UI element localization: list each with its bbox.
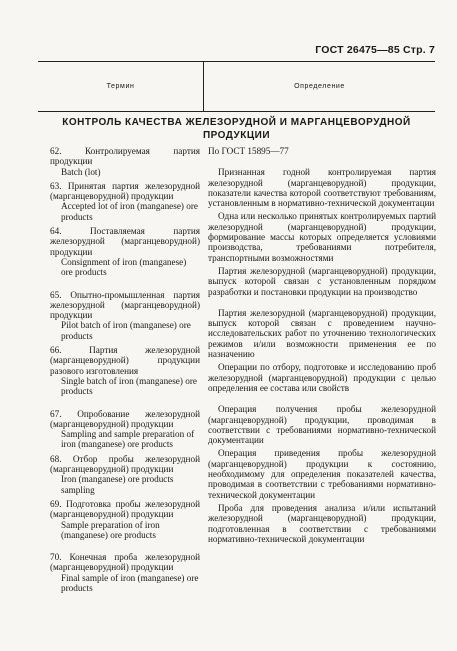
term-en: Iron (manganese) ore products sampling — [61, 474, 174, 495]
page-header: ГОСТ 26475—85 Стр. 7 — [315, 44, 435, 56]
term-en: Accepted lot of iron (manganese) ore products — [61, 201, 198, 222]
definition: По ГОСТ 15895—77 — [208, 146, 289, 156]
section-title: КОНТРОЛЬ КАЧЕСТВА ЖЕЛЕЗОРУДНОЙ И МАРГАНЦЕВОРУДНОЙ ПРОДУКЦИИ — [62, 117, 411, 141]
term-en: Final sample of iron (manganese) ore products — [61, 572, 199, 593]
term-entry — [50, 552, 200, 593]
term-entry — [50, 454, 200, 495]
term-ru: 65. Опытно-промышленная партия железорудной (марганцеворудной) продукции — [50, 289, 200, 321]
term-ru: 66. Партия железорудной (марганцеворудной) продукции разового изготовления — [50, 345, 200, 376]
term-en: Sample preparation of iron (manganese) ore products — [61, 519, 160, 540]
definition: Одна или несколько принятых контролируемых партий железорудной (марганцеворудной) продукции, формирование массы которых определяется условиями производства, требованиями потребителя, транспортными возможностями — [208, 211, 436, 263]
term-entry — [50, 499, 200, 540]
definition: Партия железорудной (марганцеворудной) продукции, выпуск которой связан с проведением научно-исследовательских работ по уточнению технологических режимов и/или возможности применения ее по назначению — [208, 307, 436, 360]
term-ru: 62. Контролируемая партия продукции — [50, 146, 200, 167]
definition: Признанная годной контролируемая партия железорудной (марганцеворудной) продукции, показатели качества которой соответствуют требованиям, установленным в нормативно-технической документации — [208, 167, 436, 209]
term-entry — [50, 226, 200, 277]
definition: Партия железорудной (марганцеворудной) продукции, выпуск которой связан с установленным порядком разработки и постановки продукции на производство — [208, 265, 436, 297]
term-ru: 68. Отбор пробы железорудной (марганцеворудной) продукции — [50, 453, 200, 475]
column-header-term: Термин — [106, 82, 135, 90]
column-header-definition: Определение — [294, 82, 345, 90]
term-ru: 64. Поставляемая партия железорудной (марганцеворудной) продукции — [50, 226, 200, 257]
definition: Операция получения пробы железорудной (марганцеворудной) продукции, проводимая в соответствии с требованиями нормативно-технической документации — [208, 404, 436, 446]
definition: Проба для проведения анализа и/или испытаний железорудной (марганцеворудной) продукции, подготовленная в соответствии с требованиями нормативно-технической документации — [208, 502, 436, 544]
term-entry — [50, 181, 200, 222]
term-ru: 63. Принятая партия железорудной (марганцеворудной) продукции — [50, 180, 200, 202]
term-en: Sampling and sample preparation of iron (manganese) ore products — [61, 429, 195, 450]
term-entry — [50, 146, 200, 177]
term-entry — [50, 345, 200, 396]
term-ru: 67. Опробование железорудной (марганцеворудной) продукции — [50, 408, 200, 429]
term-en: Single batch of iron (manganese) ore products — [61, 375, 197, 397]
definitions-column — [208, 146, 436, 547]
header-bottom-rule — [38, 111, 435, 112]
term-en: Consignment of iron (manganese) ore products — [61, 256, 187, 278]
term-ru: 70. Конечная проба железорудной (марганцеворудной) продукции — [50, 552, 200, 573]
term-ru: 69. Подготовка пробы железорудной (марганцеворудной) продукции — [50, 498, 200, 520]
term-entry — [50, 409, 200, 450]
definition: Операции по отбору, подготовке и исследованию проб железорудной (марганцеворудной) продукции с целью определения ее состава или свойств — [208, 362, 436, 393]
term-entry — [50, 290, 200, 341]
term-en: Pilot batch of iron (manganese) ore products — [61, 320, 191, 341]
term-en: Batch (lot) — [61, 166, 101, 177]
table-top-rule — [38, 61, 435, 62]
terms-column — [50, 146, 200, 597]
definition: Операция приведения пробы железорудной (марганцеворудной) продукции к состоянию, необходимому для определения показателей качества, проводимая в соответствии с требованиями нормативно-технической документации — [208, 448, 436, 500]
